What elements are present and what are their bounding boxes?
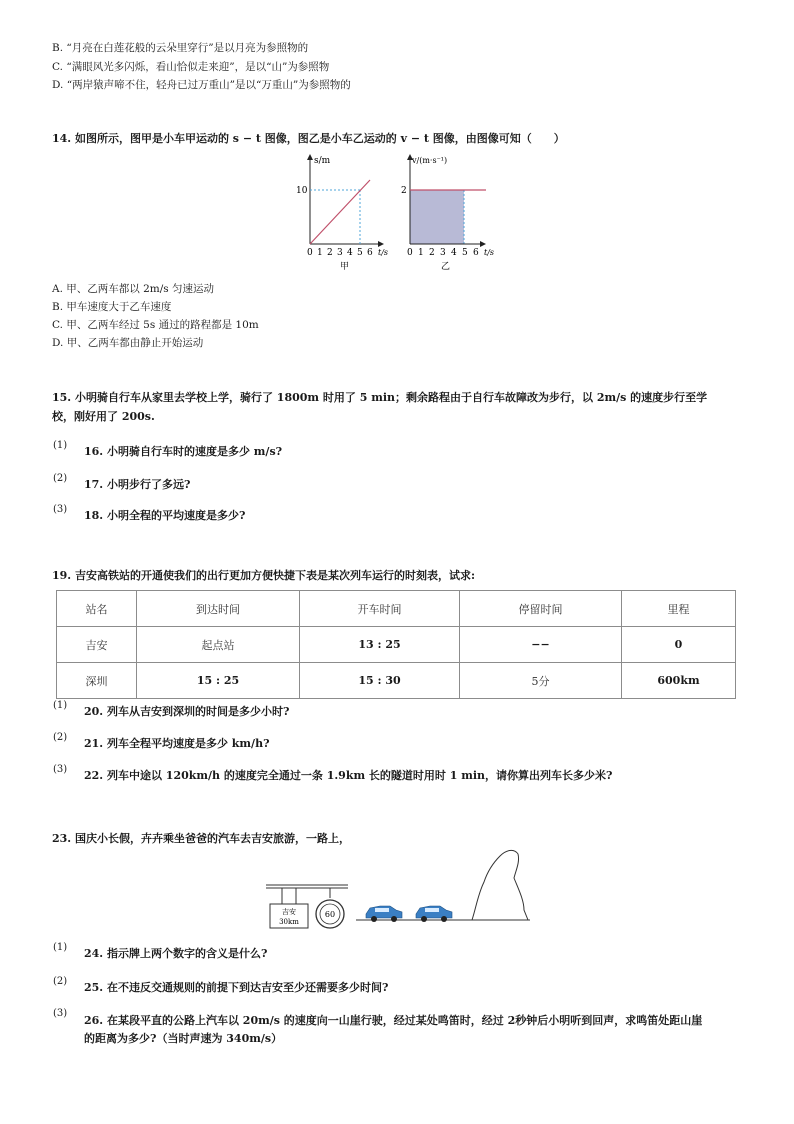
q14-option-a: A. 甲、乙两车都以 2m/s 匀速运动 bbox=[52, 283, 214, 295]
q23-sub2-num: (2) bbox=[53, 976, 68, 987]
jia-x-ticks bbox=[307, 248, 373, 258]
road-illustration bbox=[262, 848, 542, 930]
svg-text:0: 0 bbox=[307, 248, 313, 258]
table-header: 站名 bbox=[57, 591, 137, 627]
q13-option-c: C. “满眼风光多闪烁，看山恰似走来迎”，是以“山”为参照物 bbox=[52, 61, 330, 73]
svg-text:1: 1 bbox=[317, 248, 323, 258]
q23-sub1-text: 24. 指示牌上两个数字的含义是什么? bbox=[84, 947, 268, 960]
q19-sub3-text: 22. 列车中途以 120km/h 的速度完全通过一条 1.9km 长的隧道时用时 1 min，请你算出列车长多少米? bbox=[84, 769, 613, 782]
speed-limit-value: 60 bbox=[324, 910, 336, 919]
sign-place: 吉安 bbox=[282, 908, 296, 916]
table-cell: 5分 bbox=[460, 663, 622, 699]
q14-option-c: C. 甲、乙两车经过 5s 通过的路程都是 10m bbox=[52, 319, 259, 331]
q15-sub1-num: (1) bbox=[53, 440, 68, 451]
svg-text:0: 0 bbox=[407, 248, 413, 258]
table-cell: 15 : 25 bbox=[137, 663, 300, 699]
q13-option-d: D. “两岸猿声啼不住，轻舟已过万重山”是以“万重山”为参照物的 bbox=[52, 79, 351, 91]
q15-sub3-text: 18. 小明全程的平均速度是多少? bbox=[84, 509, 246, 522]
svg-text:2: 2 bbox=[429, 248, 435, 258]
q23-stem: 23. 国庆小长假，卉卉乘坐爸爸的汽车去吉安旅游，一路上， bbox=[52, 832, 350, 845]
q14-option-b: B. 甲车速度大于乙车速度 bbox=[52, 301, 172, 313]
table-header-row bbox=[57, 591, 736, 627]
table-cell: 起点站 bbox=[137, 627, 300, 663]
svg-text:6: 6 bbox=[367, 248, 373, 258]
svg-text:5: 5 bbox=[357, 248, 363, 258]
svg-text:1: 1 bbox=[418, 248, 424, 258]
q23-sub1-num: (1) bbox=[53, 942, 68, 953]
q23-sub3-num: (3) bbox=[53, 1008, 68, 1019]
table-header: 到达时间 bbox=[137, 591, 300, 627]
yi-y-unit: v/(m·s⁻¹) bbox=[412, 156, 448, 165]
table-header: 里程 bbox=[622, 591, 736, 627]
table-cell: 吉安 bbox=[57, 627, 137, 663]
q23-sub2-text: 25. 在不违反交通规则的前提下到达吉安至少还需要多少时间? bbox=[84, 981, 389, 994]
q19-stem: 19. 吉安高铁站的开通使我们的出行更加方便快捷下表是某次列车运行的时刻表，试求: bbox=[52, 569, 476, 582]
q15-sub3-num: (3) bbox=[53, 504, 68, 515]
q13-option-b: B. “月亮在白莲花般的云朵里穿行”是以月亮为参照物的 bbox=[52, 42, 309, 54]
table-cell: 深圳 bbox=[57, 663, 137, 699]
svg-text:3: 3 bbox=[337, 248, 343, 258]
yi-caption: 乙 bbox=[441, 262, 451, 272]
table-cell: −− bbox=[460, 627, 622, 663]
q15-stem-line2: 校，刚好用了 200s. bbox=[52, 410, 155, 423]
q19-sub1-num: (1) bbox=[53, 700, 68, 711]
jia-y-unit: s/m bbox=[314, 156, 331, 166]
table-cell: 600km bbox=[622, 663, 736, 699]
table-cell: 13 : 25 bbox=[300, 627, 460, 663]
svg-text:5: 5 bbox=[462, 248, 468, 258]
jia-y-value: 10 bbox=[296, 186, 308, 196]
q19-sub2-text: 21. 列车全程平均速度是多少 km/h? bbox=[84, 737, 270, 750]
graph-yi bbox=[401, 154, 494, 272]
q14-stem: 14. 如图所示，图甲是小车甲运动的 s − t 图像，图乙是小车乙运动的 v − t 图像，由图像可知（ ） bbox=[52, 132, 565, 145]
table-row bbox=[57, 627, 736, 663]
q23-sub3-text-line2: 的距离为多少?（当时声速为 340m/s） bbox=[84, 1032, 283, 1045]
yi-x-unit: t/s bbox=[484, 248, 495, 257]
yi-area bbox=[410, 190, 464, 244]
q14-option-d: D. 甲、乙两车都由静止开始运动 bbox=[52, 337, 204, 349]
table-row bbox=[57, 663, 736, 699]
svg-text:4: 4 bbox=[347, 248, 353, 258]
table-header: 开车时间 bbox=[300, 591, 460, 627]
jia-caption: 甲 bbox=[340, 262, 350, 272]
q19-sub1-text: 20. 列车从吉安到深圳的时间是多少小时? bbox=[84, 705, 290, 718]
svg-text:3: 3 bbox=[440, 248, 446, 258]
svg-text:2: 2 bbox=[327, 248, 333, 258]
timetable bbox=[56, 590, 736, 699]
yi-x-ticks bbox=[407, 248, 479, 258]
graph-jia bbox=[296, 154, 388, 272]
q15-sub2-text: 17. 小明步行了多远? bbox=[84, 478, 191, 491]
table-cell: 0 bbox=[622, 627, 736, 663]
q15-stem-line1: 15. 小明骑自行车从家里去学校上学，骑行了 1800m 时用了 5 min；剩余路程由于自行车故障改为步行，以 2m/s 的速度步行至学 bbox=[52, 391, 708, 404]
q15-sub1-text: 16. 小明骑自行车时的速度是多少 m/s? bbox=[84, 445, 283, 458]
q19-sub2-num: (2) bbox=[53, 732, 68, 743]
cliff-icon bbox=[472, 850, 528, 920]
q15-sub2-num: (2) bbox=[53, 473, 68, 484]
sign-distance: 30km bbox=[279, 918, 299, 926]
table-cell: 15 : 30 bbox=[300, 663, 460, 699]
q19-sub3-num: (3) bbox=[53, 764, 68, 775]
svg-text:4: 4 bbox=[451, 248, 457, 258]
jia-x-unit: t/s bbox=[378, 248, 389, 257]
yi-y-value: 2 bbox=[401, 186, 407, 196]
svg-text:6: 6 bbox=[473, 248, 479, 258]
q14-graphs bbox=[288, 152, 500, 274]
q23-sub3-text-line1: 26. 在某段平直的公路上汽车以 20m/s 的速度向一山崖行驶，经过某处鸣笛时，经过 2秒钟后小明听到回声，求鸣笛处距山崖 bbox=[84, 1014, 703, 1027]
table-header: 停留时间 bbox=[460, 591, 622, 627]
